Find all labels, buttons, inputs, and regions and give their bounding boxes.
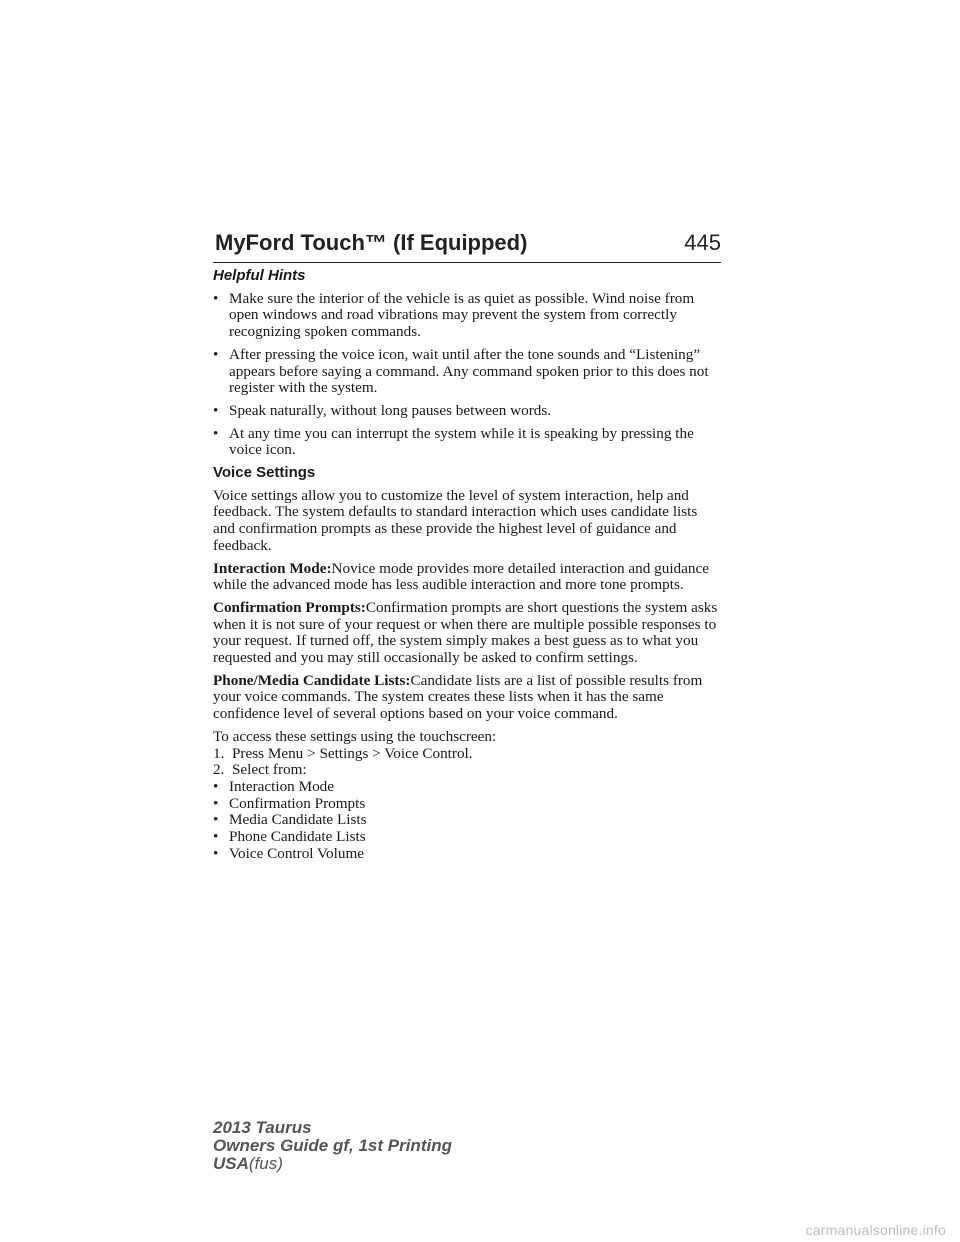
candidate-lists-label: Phone/Media Candidate Lists: — [213, 671, 411, 689]
hint-item — [213, 347, 723, 397]
hint-text: At any time you can interrupt the system while it is speaking by pressing the voice icon. — [229, 424, 694, 459]
footer-model: 2013 Taurus — [213, 1118, 312, 1137]
option-item — [213, 779, 723, 796]
helpful-hints-heading: Helpful Hints — [213, 267, 306, 284]
candidate-lists-text: Candidate lists are a list of possible results from your voice commands. The system creates these lists when it has the same confidence level of several options based on your voice command. — [213, 671, 703, 723]
access-intro: To access these settings using the touchscreen: — [213, 727, 497, 745]
voice-settings-intro: Voice settings allow you to customize the level of system interaction, help and feedback. The system defaults to standard interaction which uses candidate lists and confirmation prompts as these provide the highest level of guidance and feedback. — [213, 486, 698, 554]
option-text: Voice Control Volume — [229, 844, 365, 862]
confirmation-prompts-paragraph — [213, 600, 723, 667]
bullet-icon: • — [213, 811, 219, 829]
bullet-icon: • — [213, 777, 219, 795]
chapter-title: MyFord Touch™ (If Equipped) — [215, 230, 528, 255]
bullet-icon: • — [213, 828, 219, 846]
hint-item — [213, 426, 723, 459]
option-text: Interaction Mode — [229, 777, 335, 795]
candidate-lists-paragraph — [213, 673, 723, 723]
interaction-mode-text: Novice mode provides more detailed interaction and guidance while the advanced mode has less audible interaction and more tone prompts. — [213, 559, 709, 594]
option-item — [213, 846, 723, 863]
option-text: Media Candidate Lists — [229, 811, 367, 829]
footer-edition: Owners Guide gf, 1st Printing — [213, 1136, 452, 1155]
footer-market — [213, 1155, 452, 1173]
bullet-icon: • — [213, 401, 219, 419]
option-text: Phone Candidate Lists — [229, 828, 366, 846]
footer-region: USA — [213, 1154, 249, 1173]
bullet-icon: • — [213, 289, 219, 307]
step-2: 2. Select from: — [213, 761, 307, 779]
watermark-link[interactable]: carmanualsonline.info — [805, 1222, 946, 1238]
hint-item — [213, 291, 723, 341]
option-text: Confirmation Prompts — [229, 794, 366, 812]
bullet-icon: • — [213, 345, 219, 363]
footer-region-code: (fus) — [248, 1154, 283, 1173]
option-item — [213, 796, 723, 813]
voice-settings-heading: Voice Settings — [213, 464, 316, 482]
step-1: 1. Press Menu > Settings > Voice Control. — [213, 744, 473, 762]
print-footer — [213, 1119, 452, 1173]
page-content — [213, 268, 723, 863]
hint-text: After pressing the voice icon, wait until after the tone sounds and “Listening” appears before saying a command. Any command spoken prior to this does not register with the system. — [229, 345, 709, 397]
hint-text: Make sure the interior of the vehicle is as quiet as possible. Wind noise from open windows and road vibrations may prevent the system from correctly recognizing spoken commands. — [229, 289, 695, 341]
bullet-icon: • — [213, 844, 219, 862]
confirmation-prompts-label: Confirmation Prompts: — [213, 598, 366, 616]
hint-item — [213, 403, 723, 420]
option-item — [213, 812, 723, 829]
interaction-mode-label: Interaction Mode: — [213, 559, 332, 577]
interaction-mode-paragraph — [213, 561, 723, 594]
hint-text: Speak naturally, without long pauses between words. — [229, 401, 552, 419]
bullet-icon: • — [213, 794, 219, 812]
bullet-icon: • — [213, 424, 219, 442]
page-number: 445 — [684, 230, 721, 255]
page-header — [213, 228, 721, 263]
confirmation-prompts-text: Confirmation prompts are short questions the system asks when it is not sure of your request or when there are multiple possible responses to your request. If turned off, the system simply makes a best guess as to what you requested and you may still occasionally be asked to confirm settings. — [213, 598, 718, 667]
option-item — [213, 829, 723, 846]
